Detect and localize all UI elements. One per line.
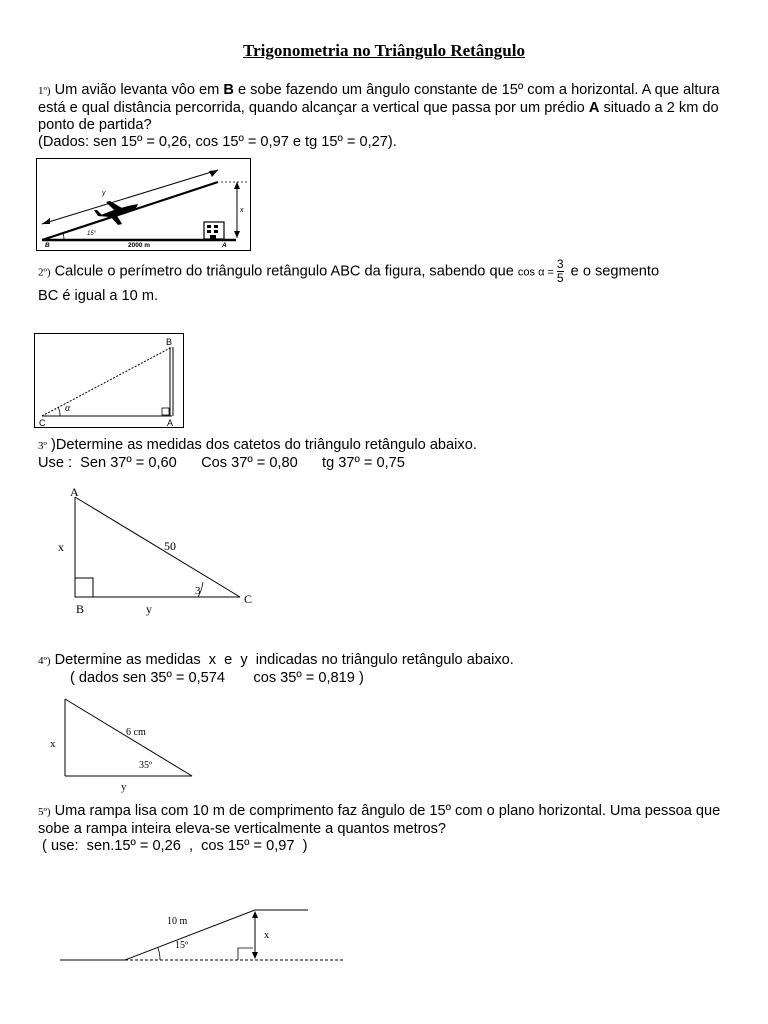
triangle-abc-figure: [34, 333, 184, 428]
point-label: B: [223, 82, 234, 98]
arrow-head: [252, 952, 258, 959]
label-x: x: [58, 540, 64, 554]
triangle-4-figure: [40, 693, 200, 793]
label-y: y: [146, 602, 152, 616]
angle-label: 3: [195, 585, 201, 597]
question-number: 4º): [38, 655, 51, 667]
label-y: y: [121, 781, 127, 793]
point-c-label: C: [244, 592, 253, 606]
right-angle-mark: [238, 948, 253, 960]
question-1: [38, 82, 738, 151]
question-5: [38, 803, 738, 855]
right-angle-mark: [75, 578, 93, 597]
angle-label: 15º: [175, 940, 189, 951]
question-number: 1º): [38, 85, 51, 97]
point-b-label: B: [76, 602, 85, 616]
question-text: )Determine as medidas dos catetos do triângulo retângulo abaixo.: [46, 437, 477, 453]
point-b-label: B: [45, 242, 50, 249]
triangle-3-figure: [50, 485, 260, 620]
point-a-label: A: [70, 485, 79, 499]
label-x: x: [50, 738, 56, 750]
point-a-label: A: [222, 242, 227, 249]
hypotenuse-label: 6 cm: [126, 727, 146, 738]
label-y: y: [102, 190, 106, 197]
ramp-figure: [55, 900, 355, 970]
length-label: 10 m: [167, 916, 188, 927]
question-4: [38, 652, 738, 687]
hypotenuse: [75, 497, 240, 597]
given-data: (Dados: sen 15º = 0,26, cos 15º = 0,97 e tg 15º = 0,27).: [38, 134, 397, 150]
figure-frame: [35, 334, 184, 428]
distance-label: 2000 m: [128, 242, 151, 249]
question-text: e o segmento: [566, 263, 660, 280]
fraction-denominator: 5: [556, 271, 564, 285]
label-x: x: [240, 207, 244, 214]
arrow-head: [252, 911, 258, 918]
alpha-label: α: [65, 403, 71, 414]
airplane-figure: [36, 158, 251, 251]
angle-label: 15°: [87, 231, 97, 237]
given-data: ( dados sen 35º = 0,574 cos 35º = 0,819 ): [70, 670, 364, 686]
building-icon: [204, 222, 224, 239]
question-2-continuation: [38, 288, 738, 305]
question-text: Calcule o perímetro do triângulo retângulo ABC da figura, sabendo que: [50, 263, 518, 280]
given-data: Use : Sen 37º = 0,60 Cos 37º = 0,80 tg 37º = 0,75: [38, 455, 405, 471]
point-c-label: C: [39, 418, 46, 428]
question-text: Uma rampa lisa com 10 m de comprimento faz ângulo de 15º com o plano horizontal. Uma pessoa que sobe a rampa inteira eleva-se verticalmente a quantos metros?: [38, 803, 721, 837]
point-b-label: B: [166, 337, 173, 347]
question-3: [38, 437, 738, 472]
question-text: Um avião levanta vôo em: [50, 82, 224, 98]
question-text: Determine as medidas x e y indicadas no triângulo retângulo abaixo.: [50, 652, 514, 668]
given-data: ( use: sen.15º = 0,26 , cos 15º = 0,97 ): [38, 838, 308, 854]
fraction: [557, 258, 564, 285]
question-text: e sobe fazendo um ângulo constante de 15º com a horizontal. A que altura está e qual distância percorrida, quando alcançar a vertical que passa por um prédio: [38, 82, 720, 116]
angle-arc: [158, 948, 160, 960]
label-x: x: [264, 930, 269, 941]
question-2: [38, 258, 738, 285]
fraction-numerator: 3: [556, 257, 564, 271]
question-text: BC é igual a 10 m.: [38, 288, 159, 304]
question-number: 5º): [38, 806, 51, 818]
point-label: A: [588, 100, 600, 116]
question-text: situado a 2 km do ponto de partida?: [38, 100, 719, 133]
page-title: Trigonometria no Triângulo Retângulo: [243, 41, 525, 60]
point-a-label: A: [167, 418, 174, 428]
cos-expression: cos α =: [517, 266, 554, 279]
question-number: 2º): [38, 266, 51, 279]
ramp-line: [125, 910, 255, 960]
hypotenuse-label: 50: [164, 539, 176, 553]
angle-label: 35º: [139, 760, 153, 771]
question-number: 3º: [38, 440, 47, 452]
